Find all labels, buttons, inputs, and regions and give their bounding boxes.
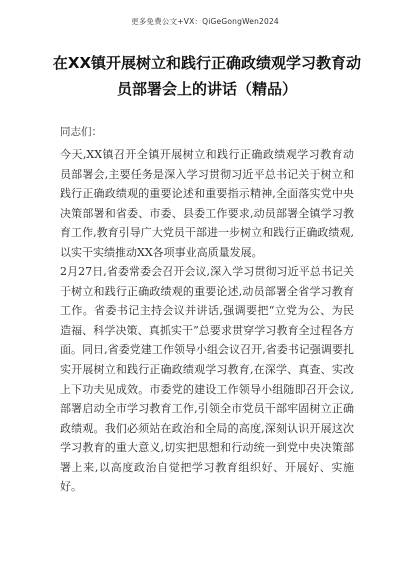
header-promo-note: 更多免费公文+VX：QiGeGongWen2024 — [131, 17, 279, 26]
paragraph-1: 今天,XX镇召开全镇开展树立和践行正确政绩观学习教育动员部署会,主要任务是深入学习贯彻习近平总书记关于树立和践行正确政绩观的重要论述和重要指示精神,全面落实党中央决策部署和省委、市委、县委工作要求,动员部署全镇学习教育工作,教育引导广大党员干部进一步树立和践行正确政绩观,以实干实绩推动XX各项事业高质量发展。 — [60, 148, 354, 259]
paragraph-2: 2月27日,省委常委会召开会议,深入学习贯彻习近平总书记关于树立和践行正确政绩观的重要论述,动员部署全省学习教育工作。省委书记主持会议并讲话,强调要把“立党为公、为民造福、科学决策、真抓实干”总要求贯穿学习教育全过程各方面。同日,省委党建工作领导小组会议召开,省委书记强调要扎实开展树立和践行正确政绩观学习教育,在深学、真查、实改上下功夫见成效。市委党的建设工作领导小组随即召开会议,部署启动全市学习教育工作,引领全市党员干部牢固树立正确政绩观。我们必须站在政治和全局的高度,深刻认识开展这次学习教育的重大意义,切实把思想和行动统一到党中央决策部署上来,以高度政治自觉把学习教育组织好、开展好、实施好。 — [60, 265, 354, 494]
document-body — [60, 145, 354, 497]
document-title: 在XX镇开展树立和践行正确政绩观学习教育动员部署会上的讲话（精品） — [52, 54, 362, 98]
salutation: 同志们： — [60, 126, 102, 138]
